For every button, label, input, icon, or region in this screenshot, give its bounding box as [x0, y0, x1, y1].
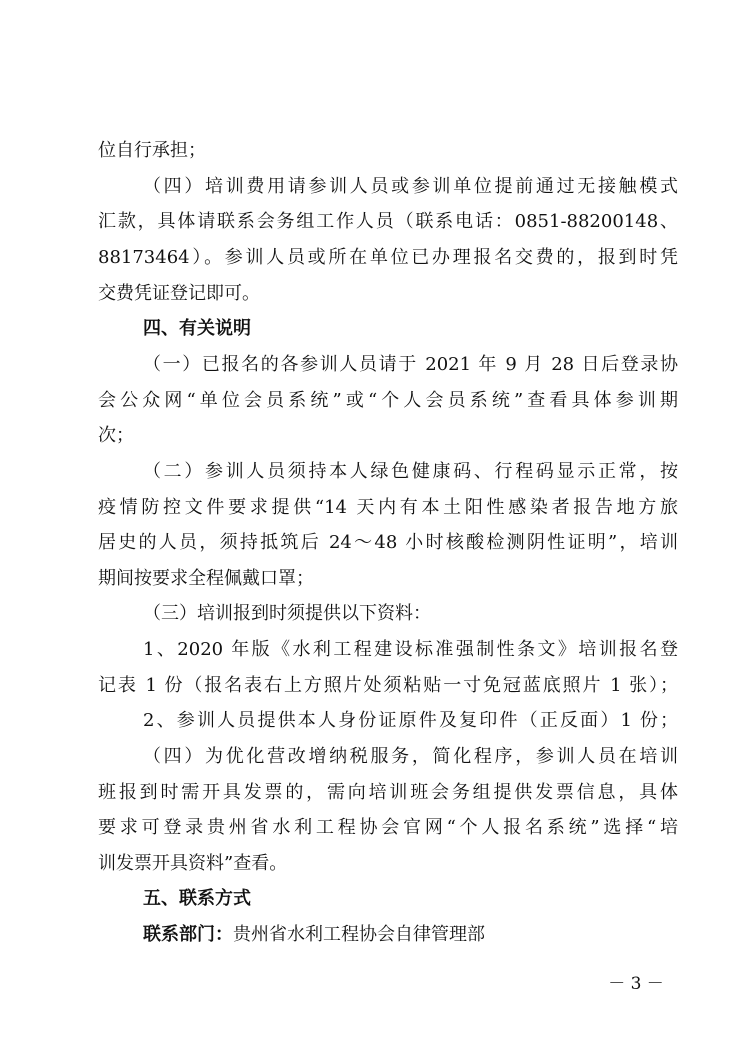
body-line: （四）培训费用请参训人员或参训单位提前通过无接触模式 [143, 176, 678, 197]
body-line: 1、2020 年版《水利工程建设标准强制性条文》培训报名登 [143, 639, 678, 660]
contact-label: 联系部门： [143, 924, 233, 945]
section-heading-4: 四、有关说明 [143, 318, 251, 339]
body-line: （一）已报名的各参训人员请于 2021 年 9 月 28 日后登录协 [143, 354, 678, 375]
body-line: 汇款，具体请联系会务组工作人员（联系电话：0851-88200148、 [98, 211, 678, 232]
body-line: 记表 1 份（报名表右上方照片处须粘贴一寸免冠蓝底照片 1 张）； [98, 675, 678, 696]
body-line: （二）参训人员须持本人绿色健康码、行程码显示正常，按 [143, 461, 678, 482]
page-number: － 3 － [608, 974, 664, 994]
body-line: 位自行承担； [98, 140, 206, 161]
body-line: （三）培训报到时须提供以下资料： [143, 603, 431, 624]
body-line: 疫情防控文件要求提供“14 天内有本土阳性感染者报告地方旅 [98, 497, 678, 518]
contact-line [143, 921, 678, 949]
body-line: 班报到时需开具发票的，需向培训班会务组提供发票信息，具体 [98, 782, 678, 803]
body-line: 会公众网“单位会员系统”或“个人会员系统”查看具体参训期 [98, 390, 678, 411]
body-line: 要求可登录贵州省水利工程协会官网“个人报名系统”选择“培 [98, 817, 678, 838]
body-line: （四）为优化营改增纳税服务，简化程序，参训人员在培训 [143, 746, 678, 767]
body-line: 88173464）。参训人员或所在单位已办理报名交费的，报到时凭 [98, 247, 678, 268]
contact-value: 贵州省水利工程协会自律管理部 [233, 924, 485, 945]
section-heading-5: 五、联系方式 [143, 888, 251, 909]
body-line: 2、参训人员提供本人身份证原件及复印件（正反面）1 份； [143, 710, 678, 731]
body-line: 期间按要求全程佩戴口罩； [98, 568, 314, 589]
body-line: 训发票开具资料”查看。 [98, 853, 288, 874]
body-line: 次； [98, 425, 134, 446]
body-line: 居史的人员，须持抵筑后 24～48 小时核酸检测阴性证明”，培训 [98, 532, 678, 553]
body-line: 交费凭证登记即可。 [98, 283, 260, 304]
